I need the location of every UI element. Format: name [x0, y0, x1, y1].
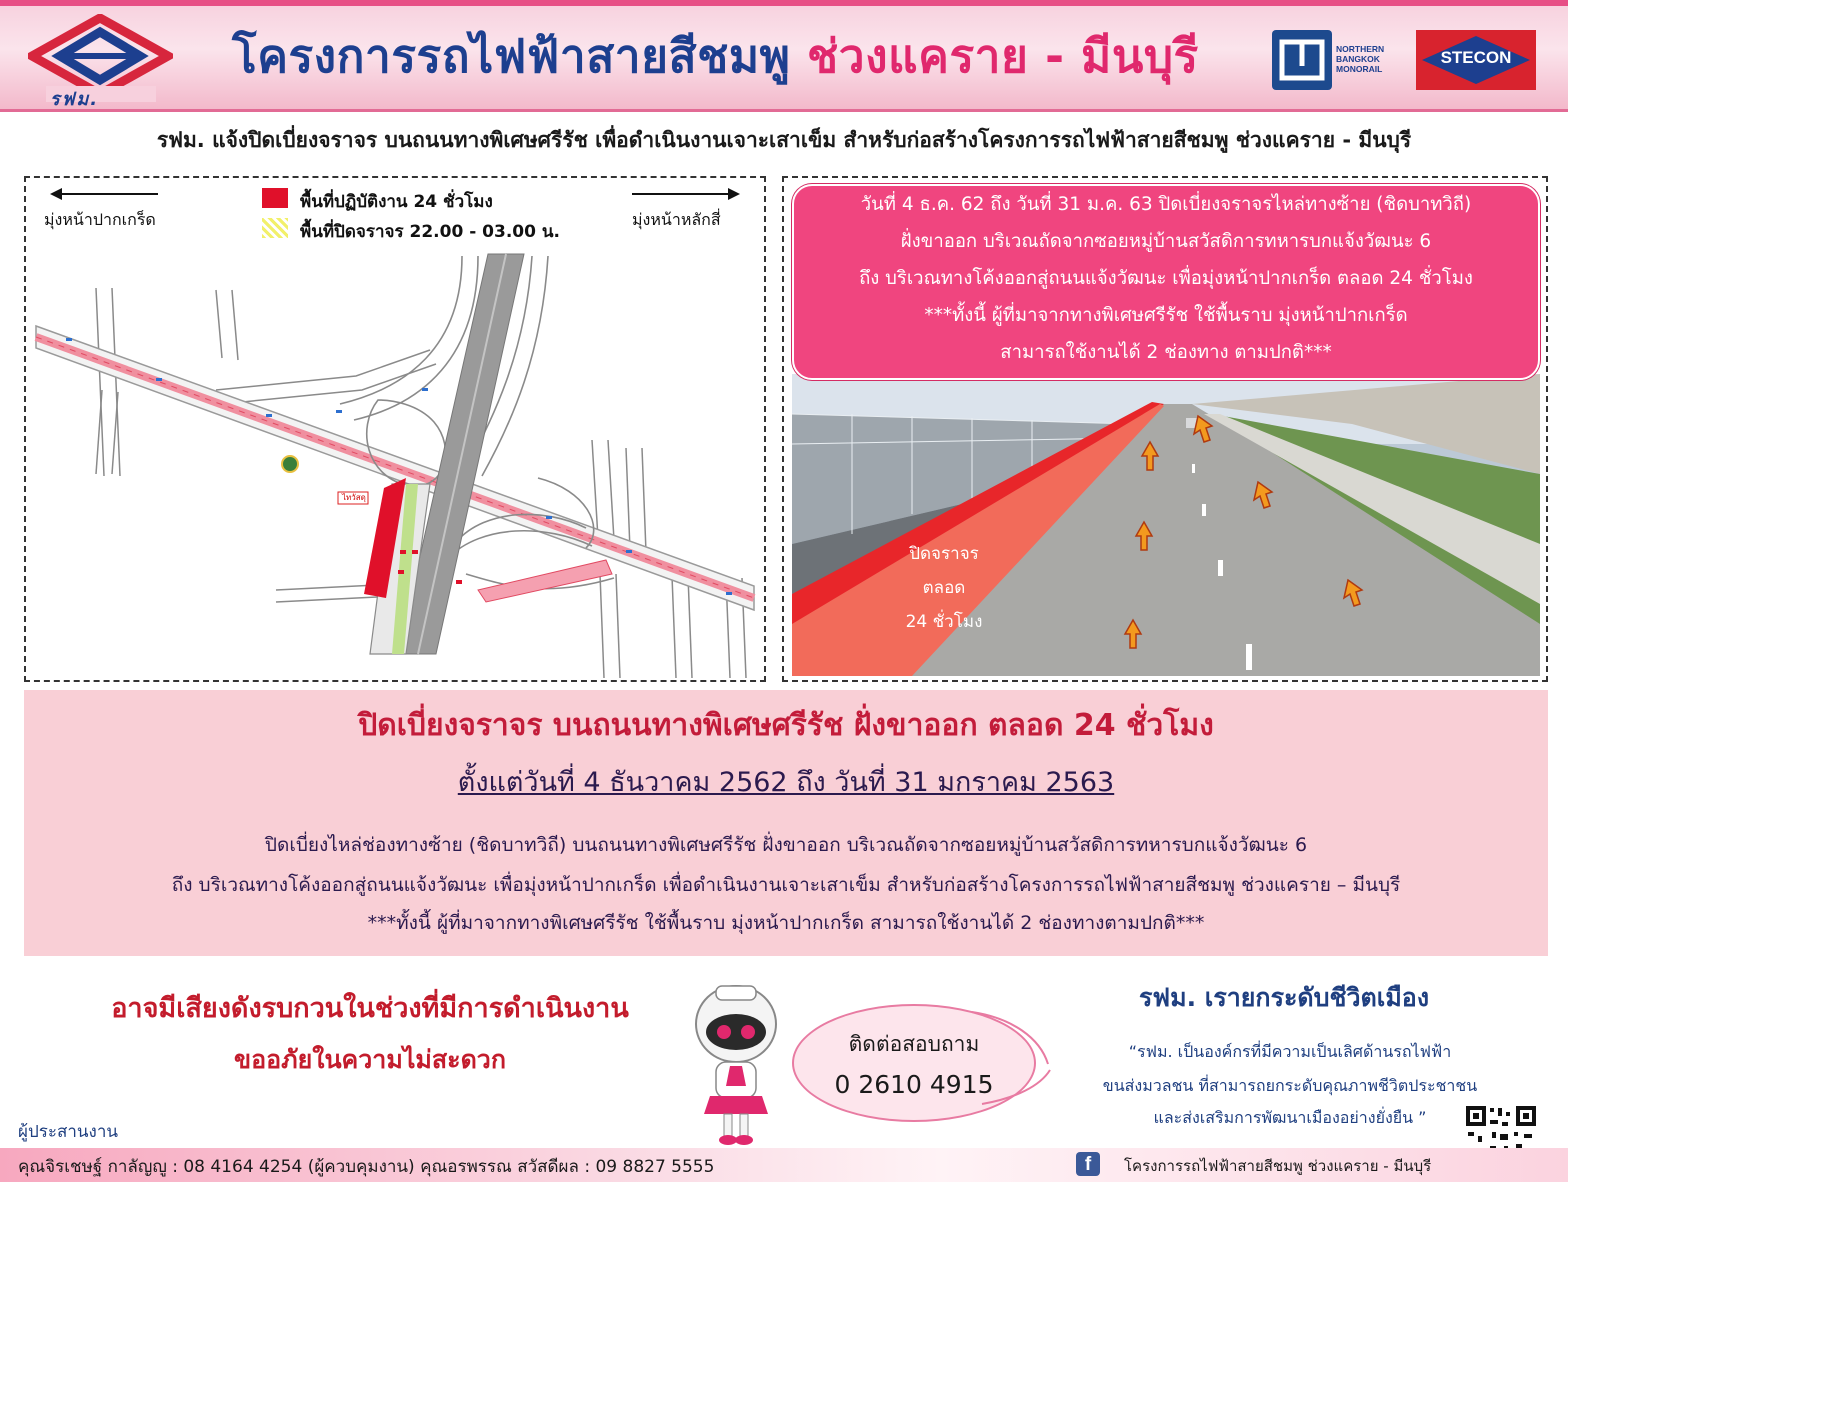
work-area-curve [478, 560, 612, 602]
temple-icon [282, 456, 298, 472]
place-label: ไทวัสดุ [342, 493, 366, 502]
announcement-subtitle: รฟม. แจ้งปิดเบี่ยงจราจร บนถนนทางพิเศษศรีรัช เพื่อดำเนินงานเจาะเสาเข็ม สำหรับก่อสร้างโครงการรถไฟฟ้าสายสีชมพู ช่วงแคราย - มีนบุรี [156, 128, 1412, 152]
apology-text: ขออภัยในความไม่สะดวก [234, 1045, 506, 1074]
legend-swatch-night [262, 218, 288, 238]
site-map [24, 176, 766, 682]
stecon-logo-text: STECON [1440, 48, 1512, 67]
legend-swatch-work [262, 188, 288, 208]
banner-line-4: ***ทั้งนี้ ผู้ที่มาจากทางพิเศษศรีรัช ใช้พื้นราบ มุ่งหน้าปากเกร็ด [924, 305, 1408, 326]
notice-line-1: ปิดเบี่ยงไหล่ช่องทางซ้าย (ชิดบาทวิถี) บนถนนทางพิเศษศรีรัช ฝั่งขาออก บริเวณถัดจากซอยหมู่บ้านสวัสดิการทหารบกแจ้งวัฒนะ 6 [264, 834, 1308, 856]
facebook-page-link[interactable]: โครงการรถไฟฟ้าสายสีชมพู ช่วงแคราย - มีนบุรี [1124, 1157, 1432, 1175]
title-accent: ช่วงแคราย - มีนบุรี [807, 29, 1199, 83]
direction-left-label: มุ่งหน้าปากเกร็ด [44, 210, 156, 229]
legend-label-night: พื้นที่ปิดจราจร 22.00 - 03.00 น. [300, 222, 560, 242]
notice-line-2: ถึง บริเวณทางโค้งออกสู่ถนนแจ้งวัฒนะ เพื่อมุ่งหน้าปากเกร็ด เพื่อดำเนินงานเจาะเสาเข็ม สำหรับก่อสร้างโครงการรถไฟฟ้าสายสีชมพู ช่วงแคราย – มีนบุรี [171, 874, 1401, 896]
quote-line-2: ขนส่งมวลชน ที่สามารถยกระดับคุณภาพชีวิตประชาชน [1102, 1076, 1478, 1095]
page-footer [0, 1148, 1568, 1182]
notice-title: ปิดเบี่ยงจราจร บนถนนทางพิเศษศรีรัช ฝั่งขาออก ตลอด 24 ชั่วโมง [358, 708, 1214, 743]
site-photo-panel [782, 176, 1548, 682]
mrta-logo-text: รฟม. [50, 89, 100, 110]
nbm-mark-icon [1272, 30, 1332, 90]
closure-banner [792, 184, 1540, 380]
overlay-line-1: ปิดจราจร [909, 544, 979, 564]
overlay-line-2: ตลอด [922, 578, 966, 598]
map-drawing [26, 178, 766, 682]
page-title [232, 20, 1252, 90]
banner-line-3: ถึง บริเวณทางโค้งออกสู่ถนนแจ้งวัฒนะ เพื่อมุ่งหน้าปากเกร็ด ตลอด 24 ชั่วโมง [859, 268, 1473, 289]
quote-line-1: “รฟม. เป็นองค์กรที่มีความเป็นเลิศด้านรถไฟฟ้า [1128, 1042, 1452, 1061]
notice-line-3: ***ทั้งนี้ ผู้ที่มาจากทางพิเศษศรีรัช ใช้พื้นราบ มุ่งหน้าปากเกร็ด สามารถใช้งานได้ 2 ช่องทางตามปกติ*** [367, 912, 1205, 934]
coordinator-label: ผู้ประสานงาน [18, 1122, 119, 1142]
contact-phone: 0 2610 4915 [834, 1070, 994, 1099]
northern-bangkok-monorail-logo [1272, 30, 1402, 90]
page-header [0, 0, 1568, 112]
arrow-right-icon [632, 188, 740, 200]
notice-date-range: ตั้งแต่วันที่ 4 ธันวาคม 2562 ถึง วันที่ 31 มกราคม 2563 [457, 767, 1115, 798]
header-stripe [0, 0, 1568, 6]
arrow-left-icon [50, 188, 158, 200]
contact-box [792, 1004, 1054, 1122]
quote-line-3: และส่งเสริมการพัฒนาเมืองอย่างยั่งยืน ” [1153, 1108, 1427, 1127]
legend-label-work: พื้นที่ปฏิบัติงาน 24 ชั่วโมง [300, 192, 493, 212]
nbm-logo-text: NORTHERN BANGKOK MONORAIL [1336, 44, 1385, 74]
banner-line-1: วันที่ 4 ธ.ค. 62 ถึง วันที่ 31 ม.ค. 63 ปิดเบี่ยงจราจรไหล่ทางซ้าย (ชิดบาทวิถี) [860, 194, 1472, 215]
coordinator-contacts: คุณจิรเชษฐ์ กาลัญญู : 08 4164 4254 (ผู้ควบคุมงาน) คุณอรพรรณ สวัสดีผล : 09 8827 5555 [18, 1157, 715, 1177]
banner-line-5: สามารถใช้งานได้ 2 ช่องทาง ตามปกติ*** [1000, 342, 1332, 363]
mrta-logo [28, 14, 173, 110]
direction-right-label: มุ่งหน้าหลักสี่ [632, 210, 721, 229]
overlay-line-3: 24 ชั่วโมง [905, 612, 983, 632]
facebook-icon[interactable]: f [1076, 1152, 1100, 1176]
title-main: โครงการรถไฟฟ้าสายสีชมพู [232, 29, 808, 83]
banner-line-2: ฝั่งขาออก บริเวณถัดจากซอยหมู่บ้านสวัสดิการทหารบกแจ้งวัฒนะ 6 [900, 231, 1432, 252]
slogan: รฟม. เรายกระดับชีวิตเมือง [1138, 983, 1430, 1012]
stecon-logo [1416, 30, 1536, 90]
swoosh-lines [792, 1004, 1054, 1122]
mascot-illustration [680, 982, 792, 1148]
contact-label: ติดต่อสอบถาม [848, 1032, 980, 1056]
closure-notice [24, 690, 1548, 956]
noise-warning: อาจมีเสียงดังรบกวนในช่วงที่มีการดำเนินงาน [111, 993, 629, 1024]
